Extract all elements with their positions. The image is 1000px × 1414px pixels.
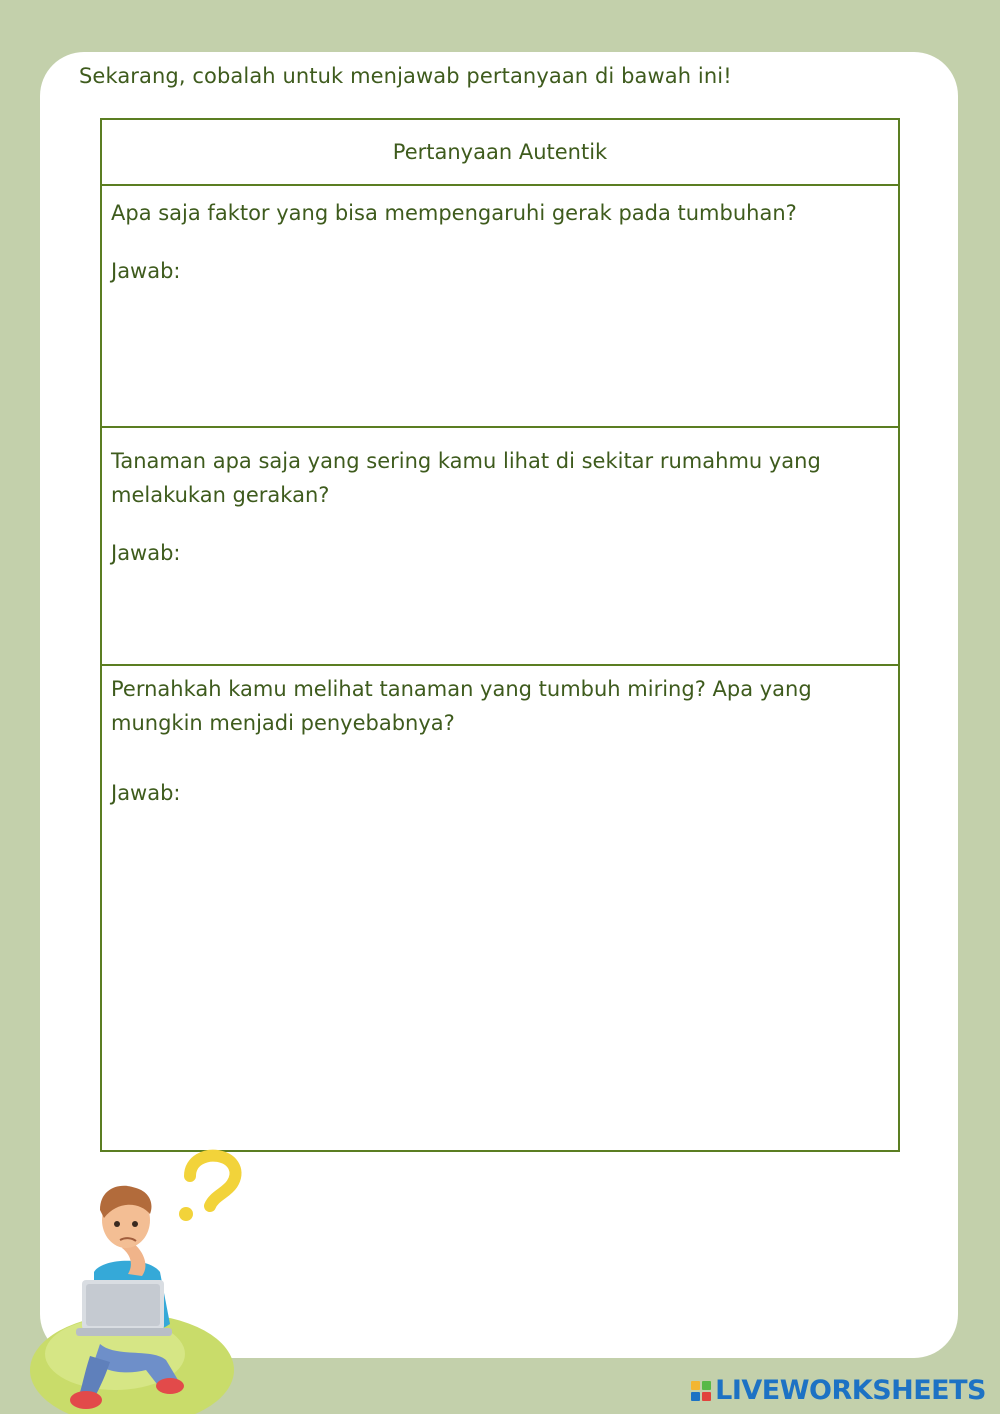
logo-mark-icon — [691, 1381, 711, 1401]
thinking-student-icon — [20, 1148, 270, 1414]
answer-label-1: Jawab: — [111, 259, 181, 283]
question-text-2: Tanaman apa saja yang sering kamu lihat di sekitar rumahmu yang melakukan gerakan? — [111, 449, 821, 507]
question-text-1: Apa saja faktor yang bisa mempengaruhi gerak pada tumbuhan? — [111, 201, 797, 225]
answer-input-1[interactable] — [111, 288, 893, 412]
answer-input-2[interactable] — [111, 570, 893, 664]
question-row-1 — [102, 186, 898, 428]
question-row-2 — [102, 428, 898, 666]
answer-label-3: Jawab: — [111, 781, 181, 805]
question-mark-icon — [190, 1156, 236, 1206]
answer-input-3[interactable] — [111, 810, 893, 1114]
logo-text: LIVEWORKSHEETS — [715, 1375, 986, 1406]
liveworksheets-logo — [691, 1375, 986, 1406]
table-header: Pertanyaan Autentik — [102, 120, 898, 186]
question-table — [100, 118, 900, 1152]
instruction-text: Sekarang, cobalah untuk menjawab pertanyaan di bawah ini! — [79, 64, 732, 88]
question-text-3: Pernahkah kamu melihat tanaman yang tumbuh miring? Apa yang mungkin menjadi penyebabnya? — [111, 677, 812, 735]
answer-label-2: Jawab: — [111, 541, 181, 565]
question-row-3 — [102, 666, 898, 1150]
